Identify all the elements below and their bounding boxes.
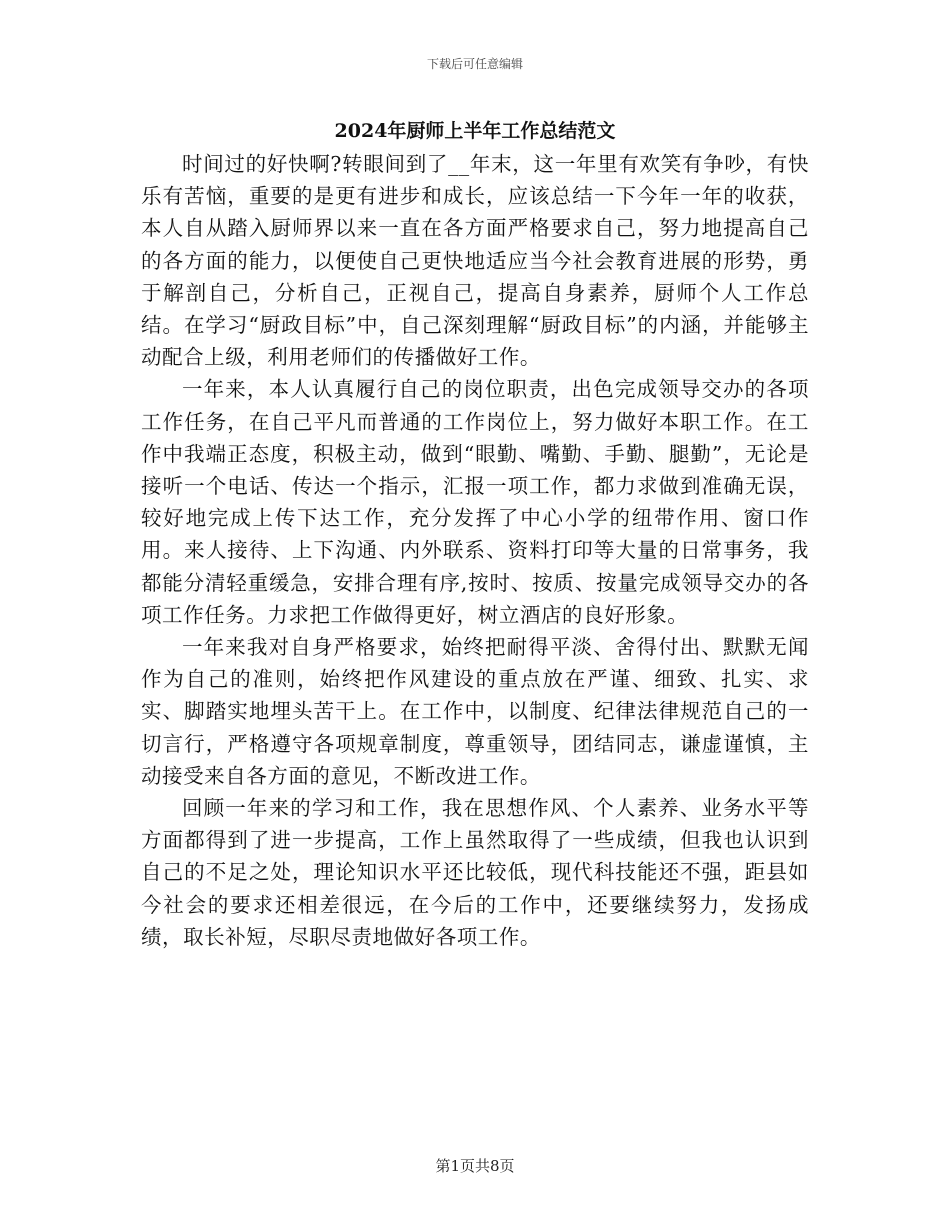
document-title: 2024年厨师上半年工作总结范文 bbox=[334, 120, 616, 142]
page-footer: 第1页共8页 bbox=[435, 1157, 515, 1175]
document-body bbox=[141, 148, 809, 953]
header-note: 下载后可任意编辑 bbox=[426, 57, 523, 71]
paragraph-3: 一年来我对自身严格要求，始终把耐得平淡、舍得付出、默默无闻作为自己的准则，始终把作风建设的重点放在严谨、细致、扎实、求实、脚踏实地埋头苦干上。在工作中，以制度、纪律法律规范自己的一切言行，严格遵守各项规章制度，尊重领导，团结同志，谦虚谨慎，主动接受来自各方面的意见，不断改进工作。 bbox=[141, 635, 809, 788]
paragraph-1: 时间过的好快啊?转眼间到了__年末，这一年里有欢笑有争吵，有快乐有苦恼，重要的是更有进步和成长，应该总结一下今年一年的收获，本人自从踏入厨师界以来一直在各方面严格要求自己，努力地提高自己的各方面的能力，以便使自己更快地适应当今社会教育进展的形势，勇于解剖自己，分析自己，正视自己，提高自身素养，厨师个人工作总结。在学习“厨政目标”中，自己深刻理解“厨政目标”的内涵，并能够主动配合上级，利用老师们的传播做好工作。 bbox=[141, 152, 809, 370]
paragraph-4: 回顾一年来的学习和工作，我在思想作风、个人素养、业务水平等方面都得到了进一步提高，工作上虽然取得了一些成绩，但我也认识到自己的不足之处，理论知识水平还比较低，现代科技能还不强，距县如今社会的要求还相差很远，在今后的工作中，还要继续努力，发扬成绩，取长补短，尽职尽责地做好各项工作。 bbox=[141, 796, 809, 949]
paragraph-2: 一年来，本人认真履行自己的岗位职责，出色完成领导交办的各项工作任务，在自己平凡而普通的工作岗位上，努力做好本职工作。在工作中我端正态度，积极主动，做到“眼勤、嘴勤、手勤、腿勤”，无论是接听一个电话、传达一个指示，汇报一项工作，都力求做到准确无误，较好地完成上传下达工作，充分发挥了中心小学的纽带作用、窗口作用。来人接待、上下沟通、内外联系、资料打印等大量的日常事务，我都能分清轻重缓急，安排合理有序,按时、按质、按量完成领导交办的各项工作任务。力求把工作做得更好，树立酒店的良好形象。 bbox=[141, 377, 809, 627]
